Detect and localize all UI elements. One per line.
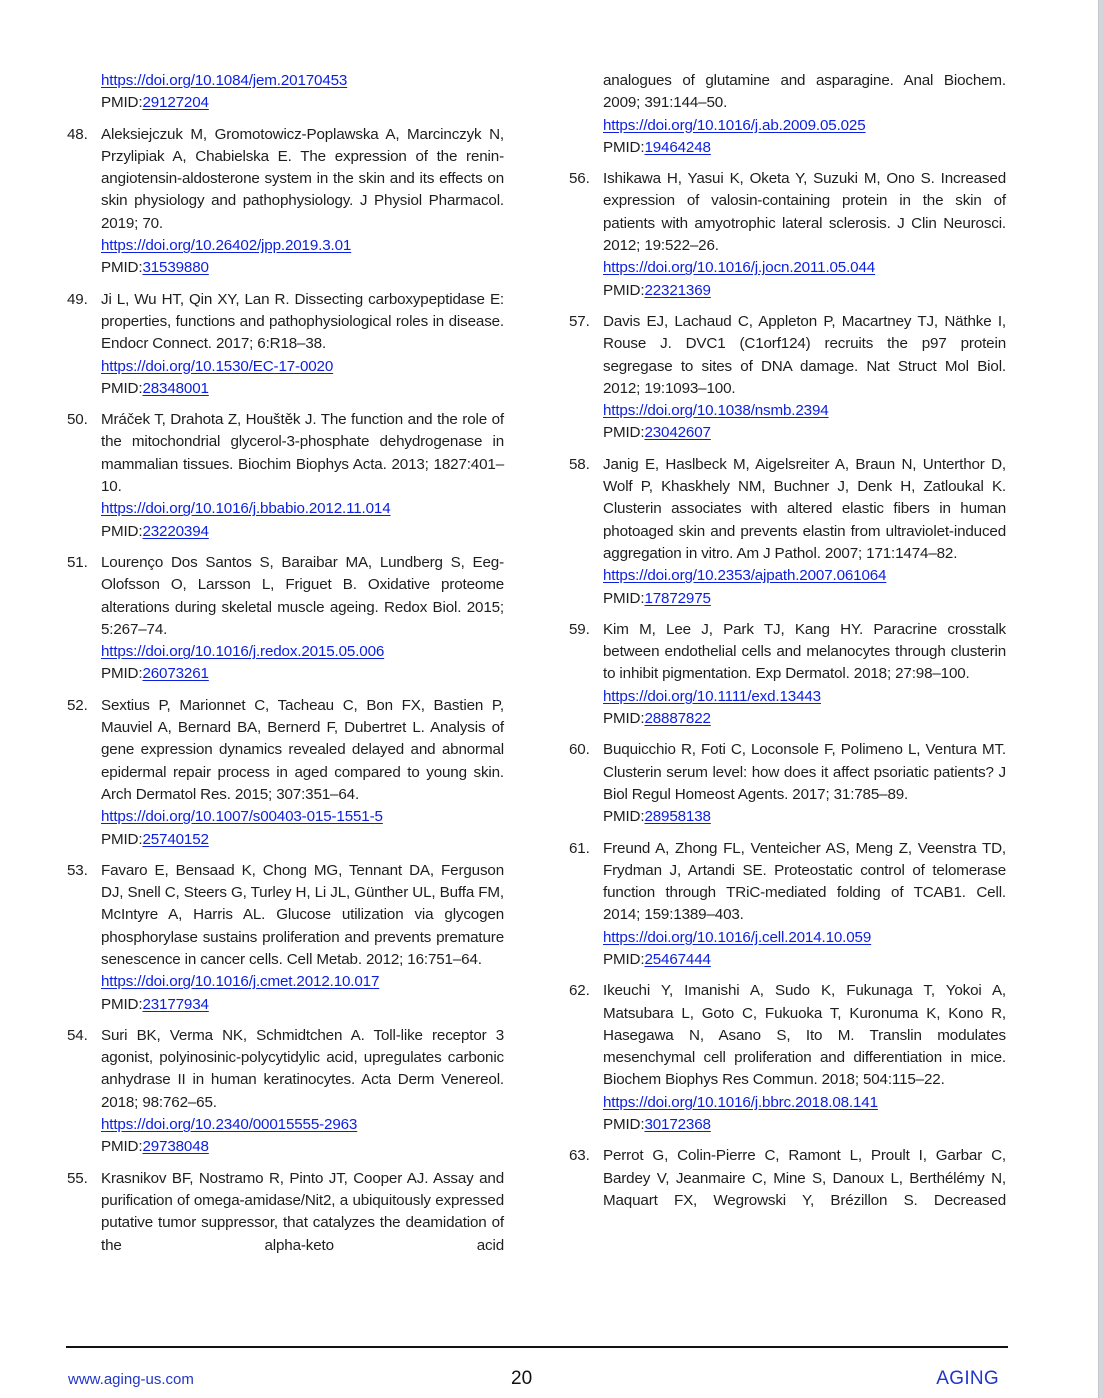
- doi-link[interactable]: https://doi.org/10.2340/00015555-2963: [101, 1116, 358, 1134]
- reference-text: Lourenço Dos Santos S, Baraibar MA, Lundberg S, Eeg-Olofsson O, Larsson L, Friguet B. Oxidative proteome alterations during skeletal muscle ageing. Redox Biol. 2015; 5:267–74.: [101, 553, 504, 638]
- pmid-link[interactable]: 23220394: [142, 522, 209, 540]
- right-column: [568, 70, 1008, 1221]
- reference-number: 49.: [67, 290, 88, 308]
- reference-number: 54.: [67, 1026, 88, 1044]
- pmid-link[interactable]: 17872975: [644, 589, 711, 607]
- pmid-label: PMID:: [101, 995, 143, 1013]
- pmid-line: [603, 708, 1006, 730]
- pmid-link[interactable]: 22321369: [644, 281, 711, 299]
- pmid-link[interactable]: 23177934: [142, 995, 209, 1013]
- pmid-label: PMID:: [101, 830, 143, 848]
- reference-number: 58.: [569, 455, 590, 473]
- reference-number: 53.: [67, 861, 88, 879]
- pmid-link[interactable]: 31539880: [142, 259, 209, 277]
- footer-website-link[interactable]: www.aging-us.com: [68, 1371, 194, 1388]
- doi-link[interactable]: https://doi.org/10.1016/j.bbrc.2018.08.141: [603, 1093, 878, 1111]
- pmid-label: PMID:: [101, 379, 143, 397]
- reference-item: [66, 1025, 506, 1159]
- reference-number: 56.: [569, 170, 590, 188]
- pmid-line: [603, 422, 1006, 444]
- reference-item: [66, 552, 506, 686]
- page-number: 20: [511, 1368, 533, 1389]
- reference-number: 61.: [569, 839, 590, 857]
- reference-continuation: [568, 70, 1008, 159]
- pmid-link[interactable]: 29738048: [142, 1138, 209, 1156]
- reference-text: Kim M, Lee J, Park TJ, Kang HY. Paracrine crosstalk between endothelial cells and melanocytes through clusterin to inhibit pigmentation. Exp Dermatol. 2018; 27:98–100.: [603, 620, 1006, 683]
- reference-item: [568, 739, 1008, 828]
- doi-link[interactable]: https://doi.org/10.1038/nsmb.2394: [603, 402, 829, 420]
- pmid-link[interactable]: 29127204: [142, 94, 209, 112]
- reference-continuation: [66, 70, 506, 115]
- pmid-link[interactable]: 23042607: [644, 424, 711, 442]
- reference-item: [66, 124, 506, 280]
- pmid-link[interactable]: 28887822: [644, 710, 711, 728]
- pmid-link[interactable]: 26073261: [142, 665, 209, 683]
- doi-link[interactable]: https://doi.org/10.1111/exd.13443: [603, 687, 821, 705]
- reference-text: Ji L, Wu HT, Qin XY, Lan R. Dissecting carboxypeptidase E: properties, functions and pathophysiological roles in disease. Endocr Connect. 2017; 6:R18–38.: [101, 290, 504, 353]
- pmid-label: PMID:: [101, 259, 143, 277]
- reference-item: [66, 289, 506, 400]
- reference-number: 52.: [67, 696, 88, 714]
- pmid-label: PMID:: [603, 589, 645, 607]
- doi-link[interactable]: https://doi.org/10.1016/j.cell.2014.10.059: [603, 928, 872, 946]
- doi-link[interactable]: https://doi.org/10.1084/jem.20170453: [101, 72, 348, 89]
- pmid-line: [101, 378, 504, 400]
- doi-link[interactable]: https://doi.org/10.2353/ajpath.2007.061064: [603, 567, 887, 585]
- reference-text: Ikeuchi Y, Imanishi A, Sudo K, Fukunaga T, Yokoi A, Matsubara L, Goto C, Fukuoka T, Kuronuma K, Kono R, Hasegawa N, Asano S, Ito M. Translin modulates mesenchymal cell proliferation and differentiation in mice. Biochem Biophys Res Commun. 2018; 504:115–22.: [603, 982, 1006, 1089]
- pmid-label: PMID:: [603, 950, 645, 968]
- pmid-label: PMID:: [603, 424, 645, 442]
- pmid-line: [603, 137, 1006, 159]
- pmid-label: PMID:: [603, 281, 645, 299]
- pmid-line: [101, 663, 504, 685]
- pmid-line: [603, 1114, 1006, 1136]
- doi-link[interactable]: https://doi.org/10.1016/j.cmet.2012.10.017: [101, 973, 380, 991]
- reference-text: Janig E, Haslbeck M, Aigelsreiter A, Braun N, Unterthor D, Wolf P, Khaskhely NM, Buchner J, Denk H, Zatloukal K. Clusterin associates with altered elastic fibers in human photoaged skin and prevents elastin from ultraviolet-induced aggregation in vitro. Am J Pathol. 2007; 171:1474–82.: [603, 455, 1006, 562]
- pmid-link[interactable]: 25740152: [142, 830, 209, 848]
- reference-number: 48.: [67, 125, 88, 143]
- pmid-line: [101, 257, 504, 279]
- reference-number: 60.: [569, 741, 590, 759]
- reference-number: 55.: [67, 1169, 88, 1187]
- reference-number: 57.: [569, 312, 590, 330]
- reference-item: [568, 168, 1008, 302]
- reference-item: [66, 695, 506, 851]
- pmid-line: [603, 280, 1006, 302]
- reference-text: Suri BK, Verma NK, Schmidtchen A. Toll-like receptor 3 agonist, polyinosinic-polycytidylic acid, upregulates carbonic anhydrase II in human keratinocytes. Acta Derm Venereol. 2018; 98:762–65.: [101, 1026, 504, 1111]
- pmid-label: PMID:: [101, 94, 143, 112]
- doi-link[interactable]: https://doi.org/10.1016/j.bbabio.2012.11.014: [101, 500, 391, 518]
- reference-text: Sextius P, Marionnet C, Tacheau C, Bon FX, Bastien P, Mauviel A, Bernard BA, Bernerd F, Dubertret L. Analysis of gene expression dynamics revealed delayed and abnormal epidermal repair process in aged compared to young skin. Arch Dermatol Res. 2015; 307:351–64.: [101, 696, 504, 803]
- reference-item: [568, 1145, 1008, 1212]
- reference-number: 63.: [569, 1147, 590, 1165]
- reference-item: [568, 454, 1008, 610]
- reference-item: [568, 838, 1008, 972]
- pmid-line: [603, 588, 1006, 610]
- pmid-link[interactable]: 28958138: [644, 808, 711, 826]
- pmid-link[interactable]: 30172368: [644, 1116, 711, 1134]
- pmid-label: PMID:: [603, 138, 645, 156]
- reference-text: Freund A, Zhong FL, Venteicher AS, Meng Z, Veenstra TD, Frydman J, Artandi SE. Proteostatic control of telomerase function through TRiC-mediated folding of TCAB1. Cell. 2014; 159:1389–403.: [603, 839, 1006, 924]
- pmid-line: [603, 949, 1006, 971]
- reference-text: Krasnikov BF, Nostramo R, Pinto JT, Cooper AJ. Assay and purification of omega-amidase/Nit2, a ubiquitously expressed putative tumor suppressor, that catalyzes the deamidation of the alpha-keto acid: [101, 1169, 504, 1254]
- pmid-line: [603, 806, 1006, 828]
- left-column: [66, 70, 506, 1266]
- reference-number: 50.: [67, 411, 88, 429]
- reference-item: [568, 619, 1008, 730]
- pmid-line: [101, 994, 504, 1016]
- pmid-link[interactable]: 28348001: [142, 379, 209, 397]
- doi-link[interactable]: https://doi.org/10.1530/EC-17-0020: [101, 357, 334, 375]
- pmid-line: [101, 829, 504, 851]
- doi-link[interactable]: https://doi.org/10.26402/jpp.2019.3.01: [101, 237, 352, 255]
- reference-text: Aleksiejczuk M, Gromotowicz-Poplawska A, Marcinczyk N, Przylipiak A, Chabielska E. The expression of the renin-angiotensin-aldosterone system in the skin and its effects on skin physiology and pathophysiology. J Physiol Pharmacol. 2019; 70.: [101, 125, 504, 232]
- reference-text: Buquicchio R, Foti C, Loconsole F, Polimeno L, Ventura MT. Clusterin serum level: how does it affect psoriatic patients? J Biol Regul Homeost Agents. 2017; 31:785–89.: [603, 741, 1006, 803]
- pmid-line: [101, 1136, 504, 1158]
- pmid-label: PMID:: [603, 1116, 645, 1134]
- footer-divider: [66, 1346, 1008, 1348]
- reference-number: 59.: [569, 620, 590, 638]
- reference-number: 62.: [569, 982, 590, 1000]
- pmid-label: PMID:: [101, 1138, 143, 1156]
- reference-item: [568, 980, 1008, 1136]
- reference-item: [66, 860, 506, 1016]
- reference-item: [66, 1168, 506, 1257]
- doi-link[interactable]: https://doi.org/10.1016/j.jocn.2011.05.044: [603, 259, 876, 277]
- reference-text: Mráček T, Drahota Z, Houštěk J. The function and the role of the mitochondrial glycerol-3-phosphate dehydrogenase in mammalian tissues. Biochim Biophys Acta. 2013; 1827:401–10.: [101, 411, 504, 496]
- reference-item: [66, 409, 506, 543]
- pmid-label: PMID:: [101, 665, 143, 683]
- doi-link[interactable]: https://doi.org/10.1007/s00403-015-1551-5: [101, 808, 383, 826]
- reference-text: Favaro E, Bensaad K, Chong MG, Tennant DA, Ferguson DJ, Snell C, Steers G, Turley H, Li JL, Günther UL, Buffa FM, McIntyre A, Harris AL. Glucose utilization via glycogen phosphorylase sustains proliferation and prevents premature senescence in cancer cells. Cell Metab. 2012; 16:751–64.: [101, 861, 504, 968]
- pmid-line: [101, 521, 504, 543]
- reference-number: 51.: [67, 553, 88, 571]
- pmid-label: PMID:: [603, 710, 645, 728]
- page-edge-border: [1098, 0, 1103, 1398]
- reference-text: Davis EJ, Lachaud C, Appleton P, Macartney TJ, Näthke I, Rouse J. DVC1 (C1orf124) recruits the p97 protein segregase to sites of DNA damage. Nat Struct Mol Biol. 2012; 19:1093–100.: [603, 312, 1006, 397]
- pmid-link[interactable]: 19464248: [644, 138, 711, 156]
- reference-text: Ishikawa H, Yasui K, Oketa Y, Suzuki M, Ono S. Increased expression of valosin-containing protein in the skin of patients with amyotrophic lateral sclerosis. J Clin Neurosci. 2012; 19:522–26.: [603, 170, 1006, 255]
- reference-item: [568, 311, 1008, 445]
- journal-name: AGING: [936, 1368, 999, 1389]
- pmid-line: [101, 92, 504, 114]
- reference-text: Perrot G, Colin-Pierre C, Ramont L, Proult I, Garbar C, Bardey V, Jeanmaire C, Mine S, Danoux L, Berthélémy N, Maquart FX, Wegrowski Y, Brézillon S. Decreased: [603, 1147, 1006, 1209]
- doi-link[interactable]: https://doi.org/10.1016/j.redox.2015.05.006: [101, 643, 385, 661]
- pmid-link[interactable]: 25467444: [644, 950, 711, 968]
- reference-text: analogues of glutamine and asparagine. Anal Biochem. 2009; 391:144–50.: [603, 72, 1006, 112]
- pmid-label: PMID:: [603, 808, 645, 826]
- pmid-label: PMID:: [101, 522, 143, 540]
- doi-link[interactable]: https://doi.org/10.1016/j.ab.2009.05.025: [603, 116, 866, 134]
